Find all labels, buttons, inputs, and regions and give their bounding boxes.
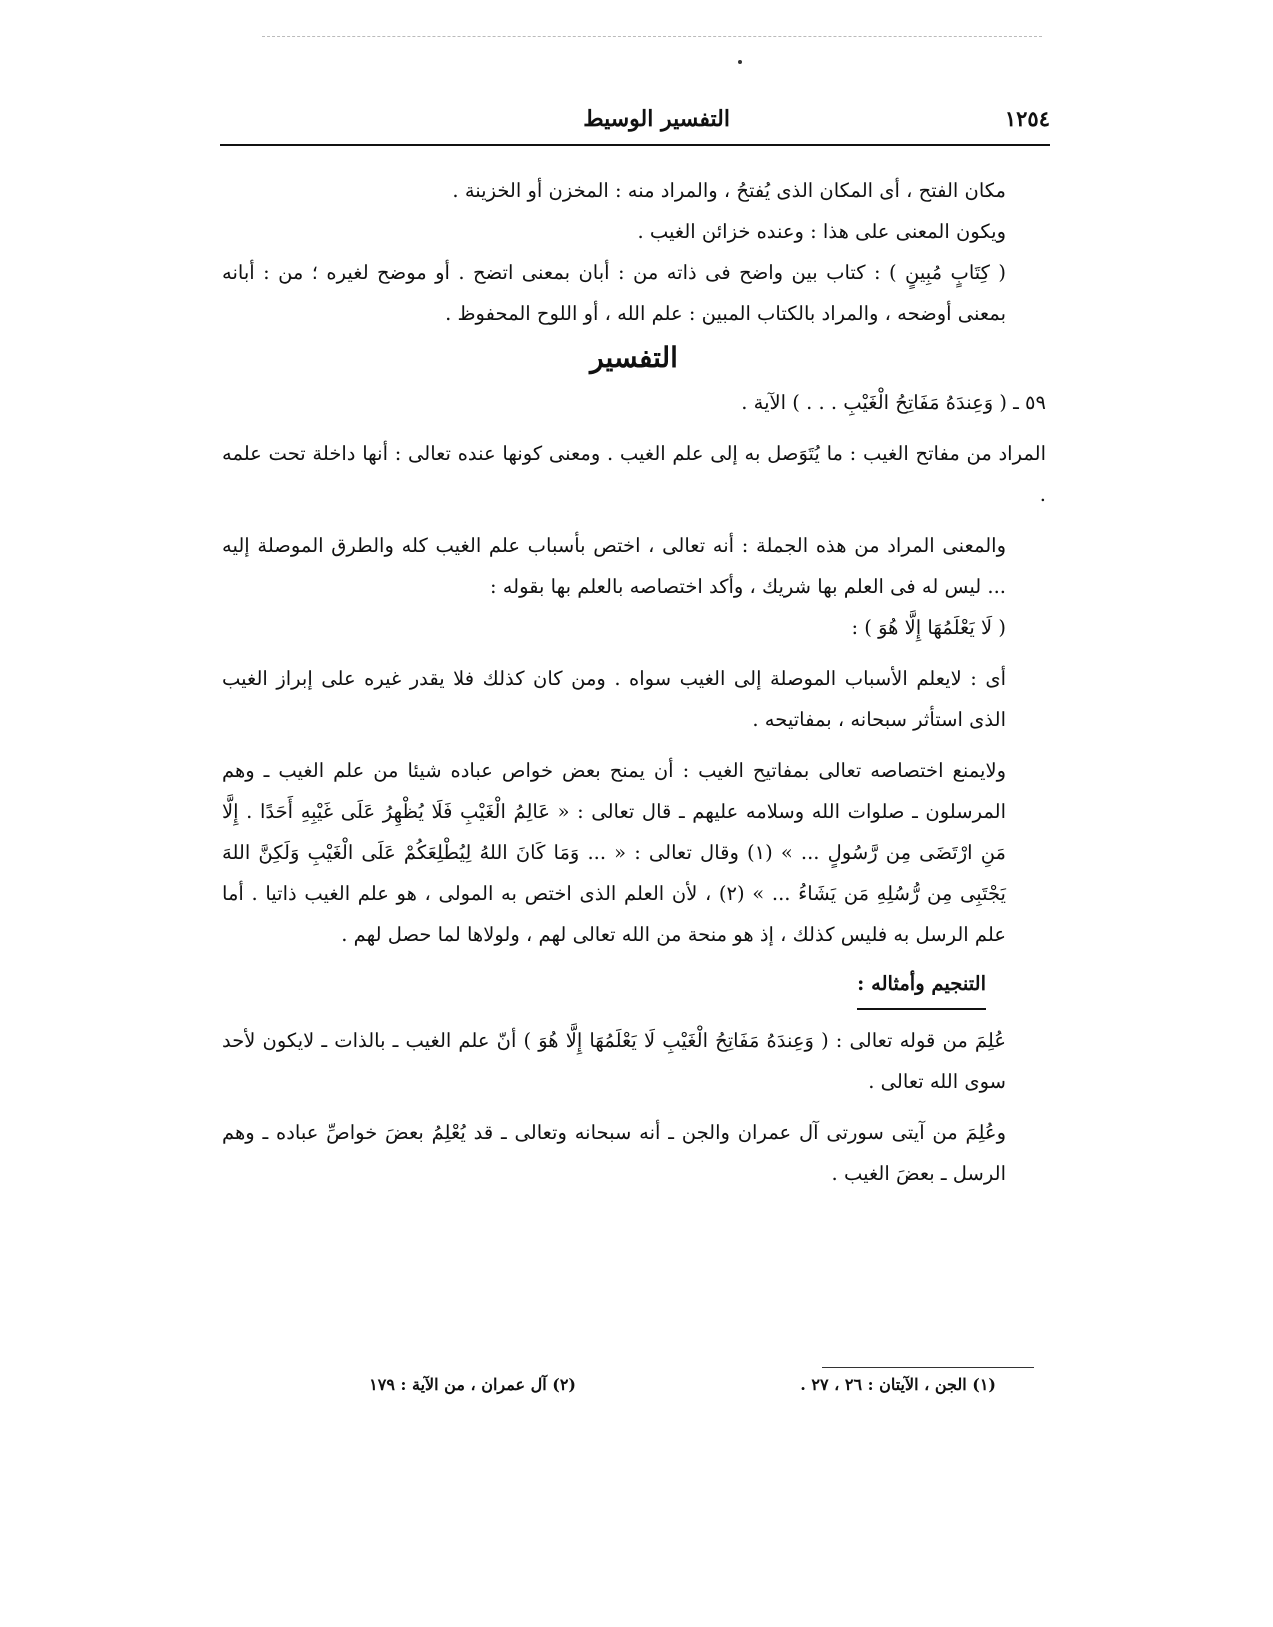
paragraph: المراد من مفاتح الغيب : ما يُتَوَصل به إلى علم الغيب . ومعنى كونها عنده تعالى : أنها داخلة تحت علمه . <box>222 442 1046 506</box>
footnote-1: (١) الجن ، الآيتان : ٢٦ ، ٢٧ . <box>800 1375 996 1394</box>
verse-intro: ٥٩ ـ ( وَعِندَهُ مَفَاتِحُ الْغَيْبِ . . . ) الآية . <box>741 391 1046 414</box>
paragraph: وعُلِمَ من آيتى سورتى آل عمران والجن ـ أنه سبحانه وتعالى ـ قد يُعْلِمُ بعضَ خواصِّ عباده ـ وهم الرسل ـ بعضَ الغيب . <box>222 1121 1006 1185</box>
quoted-verse: ( لَا يَعْلَمُهَا إِلَّا هُوَ ) : <box>851 616 1006 639</box>
footnotes <box>320 1375 996 1405</box>
sub-heading: التنجيم وأمثاله : <box>857 966 986 1010</box>
paragraph: ( كِتَابٍ مُبِينٍ ) : كتاب بين واضح فى ذاته من : أبان بمعنى اتضح . أو موضح لغيره ؛ من : أبانه بمعنى أوضحه ، والمراد بالكتاب المبين : علم الله ، أو اللوح المحفوظ . <box>222 261 1006 325</box>
paragraph: ويكون المعنى على هذا : وعنده خزائن الغيب . <box>637 220 1006 243</box>
paragraph: عُلِمَ من قوله تعالى : ( وَعِندَهُ مَفَاتِحُ الْغَيْبِ لَا يَعْلَمُهَا إِلَّا هُوَ ) أنّ علم الغيب ـ بالذات ـ لايكون لأحد سوى الله تعالى . <box>222 1029 1006 1093</box>
page-number: ١٢٥٤ <box>1004 106 1050 131</box>
paragraph: والمعنى المراد من هذه الجملة : أنه تعالى ، اختص بأسباب علم الغيب كله والطرق الموصلة إليه ... ليس له فى العلم بها شريك ، وأكد اختصاصه بالعلم بها بقوله : <box>222 534 1006 598</box>
paragraph: مكان الفتح ، أى المكان الذى يُفتحُ ، والمراد منه : المخزن أو الخزينة . <box>452 179 1006 202</box>
scan-edge-line <box>262 36 1042 37</box>
running-title: التفسير الوسيط <box>583 106 730 132</box>
sub-heading-container <box>222 963 1046 1010</box>
section-heading: التفسير <box>590 341 678 374</box>
footnote-rule <box>822 1367 1034 1368</box>
header-rule <box>220 144 1050 146</box>
footnote-2: (٢) آل عمران ، من الآية : ١٧٩ <box>369 1375 576 1394</box>
page-header <box>220 106 1050 142</box>
paragraph: أى : لايعلم الأسباب الموصلة إلى الغيب سواه . ومن كان كذلك فلا يقدر غيره على إبراز الغيب الذى استأثر سبحانه ، بمفاتيحه . <box>222 667 1006 731</box>
main-text <box>222 170 1046 1194</box>
scan-speck <box>738 60 742 64</box>
paragraph: ولايمنع اختصاصه تعالى بمفاتيح الغيب : أن يمنح بعض خواص عباده شيئا من علم الغيب ـ وهم المرسلون ـ صلوات الله وسلامه عليهم ـ قال تعالى : « عَالِمُ الْغَيْبِ فَلَا يُظْهِرُ عَلَى غَيْبِهِ أَحَدًا . إِلَّا مَنِ ارْتَضَى مِن رَّسُولٍ ... » (١) وقال تعالى : « ... وَمَا كَانَ اللهُ لِيُطْلِعَكُمْ عَلَى الْغَيْبِ وَلَكِنَّ اللهَ يَجْتَبِى مِن رُّسُلِهِ مَن يَشَاءُ ... » (٢) ، لأن العلم الذى اختص به المولى ، هو علم الغيب ذاتيا . أما علم الرسل به فليس كذلك ، إذ هو منحة من الله تعالى لهم ، ولولاها لما حصل لهم . <box>222 759 1006 946</box>
